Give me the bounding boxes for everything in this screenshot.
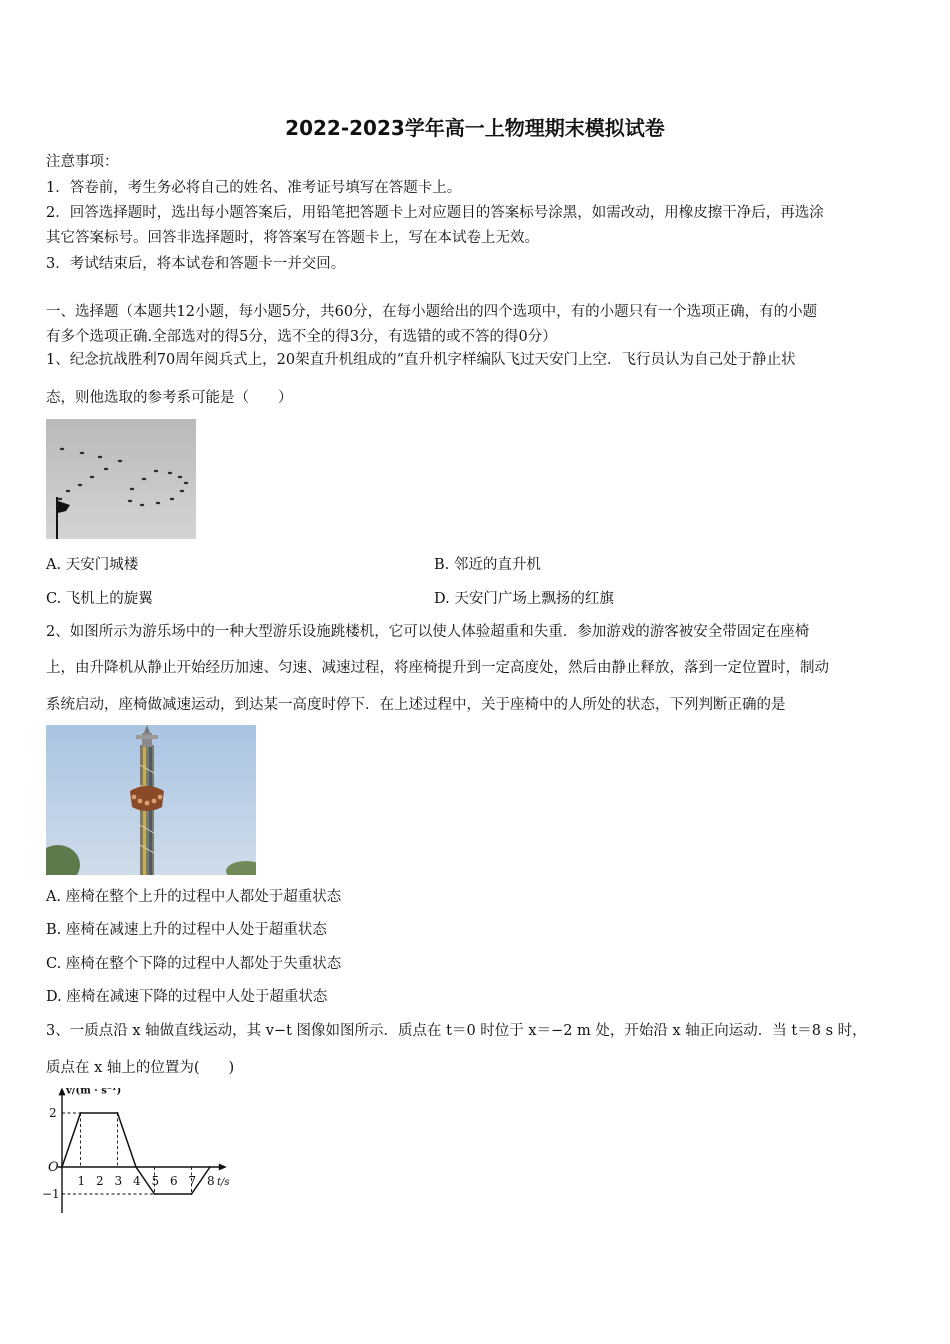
- question-3-text: 质点在 x 轴上的位置为( ): [46, 1060, 235, 1076]
- page-title: 2022-2023学年高一上物理期末模拟试卷: [285, 116, 665, 140]
- section-heading: 有多个选项正确.全部选对的得5分，选不全的得3分，有选错的或不答的得0分）: [46, 329, 557, 345]
- notice-item: 其它答案标号。回答非选择题时，将答案写在答题卡上，写在本试卷上无效。: [46, 230, 539, 246]
- question-2-text: 上，由升降机从静止开始经历加速、匀速、减速过程，将座椅提升到一定高度处，然后由静止释放，落到一定位置时，制动: [46, 660, 829, 676]
- question-1-option-d: D. 天安门广场上飘扬的红旗: [434, 591, 614, 607]
- data-point: [61, 1166, 63, 1168]
- notice-heading: 注意事项：: [46, 154, 119, 170]
- notice-item: 1．答卷前，考生务必将自己的姓名、准考证号填写在答题卡上。: [46, 180, 462, 196]
- question-1-text: 1、纪念抗战胜利70周年阅兵式上，20架直升机组成的“直升机字样编队飞过天安门上空．飞行员认为自己处于静止状: [46, 352, 796, 368]
- y-axis-arrow: [59, 1088, 66, 1095]
- origin-label: O: [48, 1160, 59, 1175]
- data-point: [80, 1112, 82, 1114]
- drop-tower-photo: [46, 725, 256, 875]
- section-heading: 一、选择题（本题共12小题，每小题5分，共60分，在每小题给出的四个选项中，有的小题只有一个选项正确，有的小题: [46, 304, 818, 320]
- velocity-time-graph: [40, 1088, 255, 1213]
- x-tick-label: 2: [96, 1174, 104, 1188]
- x-axis-arrow: [219, 1164, 227, 1171]
- question-2-option-c: C. 座椅在整个下降的过程中人都处于失重状态: [46, 956, 342, 972]
- question-2-text: 2、如图所示为游乐场中的一种大型游乐设施跳楼机，它可以使人体验超重和失重．参加游戏的游客被安全带固定在座椅: [46, 624, 810, 640]
- question-2-option-a: A. 座椅在整个上升的过程中人都处于超重状态: [46, 889, 342, 905]
- x-tick-label: 4: [133, 1174, 141, 1188]
- x-tick-label: 6: [170, 1174, 178, 1188]
- notice-item: 3．考试结束后，将本试卷和答题卡一并交回。: [46, 256, 346, 272]
- x-tick-label: 5: [151, 1174, 160, 1188]
- question-2-text: 系统启动，座椅做减速运动，到达某一高度时停下．在上述过程中，关于座椅中的人所处的状态，下列判断正确的是: [46, 697, 786, 713]
- question-1-option-a: A. 天安门城楼: [46, 557, 139, 573]
- question-3-text: 3、一质点沿 x 轴做直线运动，其 v−t 图像如图所示．质点在 t＝0 时位于 x＝−2 m 处，开始沿 x 轴正向运动．当 t＝8 s 时，: [46, 1023, 867, 1039]
- question-1-option-c: C. 飞机上的旋翼: [46, 591, 153, 607]
- y-tick-label: −1: [42, 1187, 60, 1201]
- data-point: [209, 1166, 211, 1168]
- x-tick-label: 8: [207, 1174, 215, 1188]
- data-point: [117, 1112, 119, 1114]
- data-point: [135, 1166, 137, 1168]
- notice-item: 2．回答选择题时，选出每小题答案后，用铅笔把答题卡上对应题目的答案标号涂黑，如需改动，用橡皮擦干净后，再选涂: [46, 205, 824, 221]
- y-tick-label: 2: [49, 1106, 57, 1120]
- data-point: [191, 1193, 193, 1195]
- x-tick-label: 3: [114, 1174, 123, 1188]
- question-1-option-b: B. 邻近的直升机: [434, 557, 541, 573]
- x-tick-label: 1: [77, 1174, 86, 1188]
- question-2-option-b: B. 座椅在减速上升的过程中人处于超重状态: [46, 922, 327, 938]
- question-1-text: 态，则他选取的参考系可能是（ ）: [46, 390, 293, 406]
- question-2-option-d: D. 座椅在减速下降的过程中人处于超重状态: [46, 989, 328, 1005]
- x-axis-label: t/s: [217, 1177, 230, 1188]
- data-point: [154, 1193, 156, 1195]
- x-tick-label: 7: [188, 1174, 197, 1188]
- helicopter-formation-photo: [46, 419, 196, 539]
- y-axis-label: v/(m · s⁻¹): [66, 1088, 122, 1097]
